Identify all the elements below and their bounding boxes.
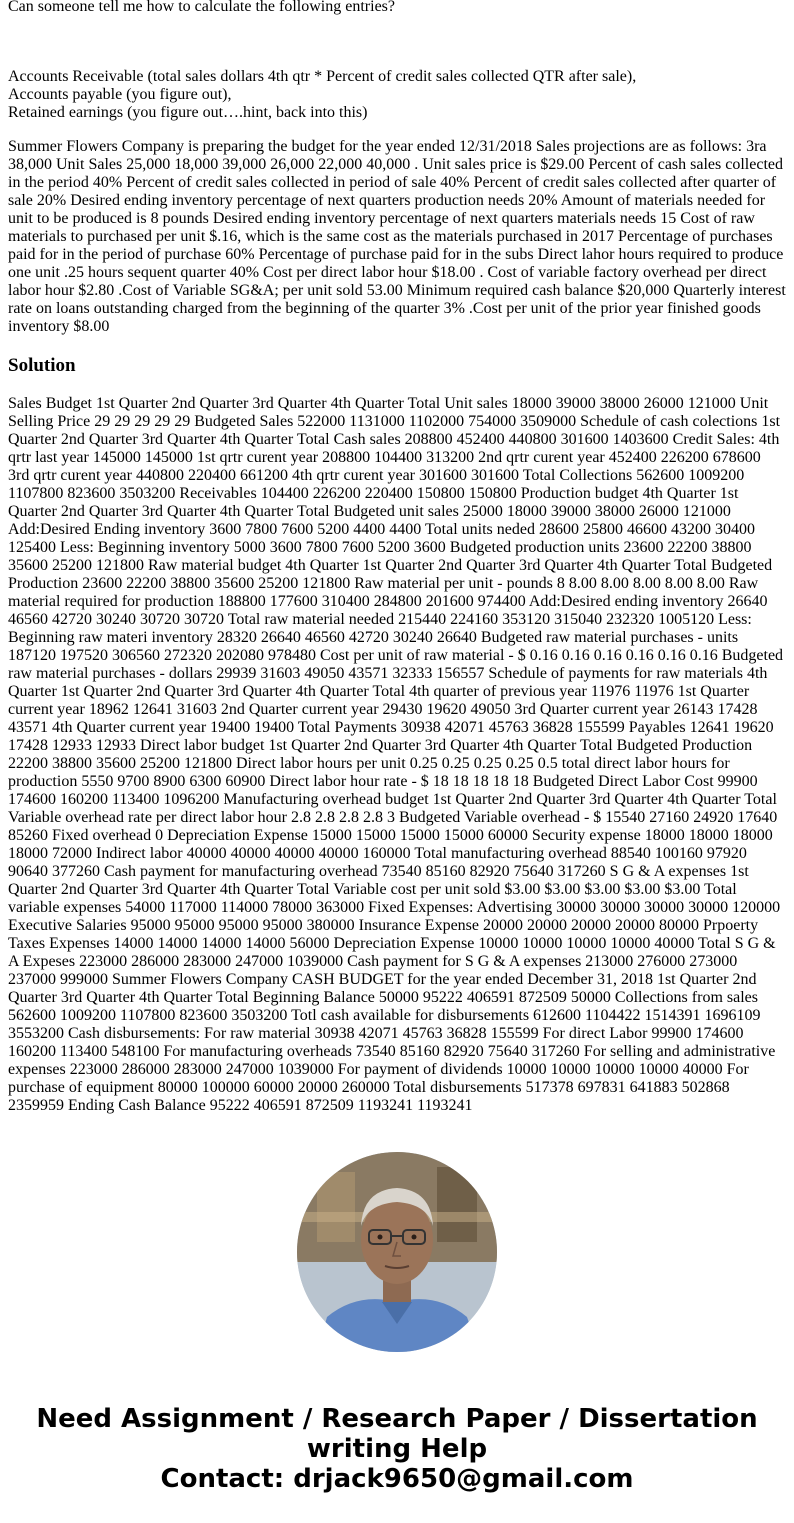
promo-contact: Contact: drjack9650@gmail.com bbox=[160, 1464, 634, 1494]
promo-banner bbox=[0, 1404, 794, 1494]
solution-heading: Solution bbox=[8, 355, 76, 376]
avatar bbox=[297, 1152, 497, 1352]
avatar-photo bbox=[297, 1152, 497, 1352]
problem-statement: Summer Flowers Company is preparing the budget for the year ended 12/31/2018 Sales projections are as follows: 3ra 38,000 Unit Sales 25,000 18,000 39,000 26,000 22,000 40,000 . Unit sales price is $29.00 Percent of cash sales collected in the period 40% Percent of credit sales collected in period of sale 40% Percent of credit sales collected after quarter of sale 20% Desired ending inventory percentage of next quarters production needs 20% Amount of materials needed for unit to be produced is 8 pounds Desired ending inventory percentage of next quarters materials needs 15 Cost of raw materials to purchased per unit $.16, which is the same cost as the materials purchased in 2017 Percentage of purchases paid for in the period of purchase 60% Percentage of purchase paid for in the subs Direct lahor hours required to produce one unit .25 hours sequent quarter 40% Cost per direct labor hour $18.00 . Cost of variable factory overhead per direct labor hour $2.80 .Cost of Variable SG&A; per unit sold 53.00 Minimum required cash balance $20,000 Quarterly interest rate on loans outstanding charged from the beginning of the quarter 3% .Cost per unit of the prior year finished goods inventory $8.00 bbox=[8, 138, 786, 335]
solution-body: Sales Budget 1st Quarter 2nd Quarter 3rd Quarter 4th Quarter Total Unit sales 18000 39000 38000 26000 121000 Unit Selling Price 29 29 29 29 29 Budgeted Sales 522000 1131000 1102000 754000 3509000 Schedule of cash colections 1st Quarter 2nd Quarter 3rd Quarter 4th Quarter Total Cash sales 208800 452400 440800 301600 1403600 Credit Sales: 4th qrtr last year 145000 145000 1st qrtr curent year 208800 104400 313200 2nd qrtr curent year 452400 226200 678600 3rd qrtr curent year 440800 220400 661200 4th qrtr curent year 301600 301600 Total Collections 562600 1009200 1107800 823600 3503200 Receivables 104400 226200 220400 150800 150800 Production budget 4th Quarter 1st Quarter 2nd Quarter 3rd Quarter 4th Quarter Total Budgeted unit sales 25000 18000 39000 38000 26000 121000 Add:Desired Ending inventory 3600 7800 7600 5200 4400 4400 Total units neded 28600 25800 46600 43200 30400 125400 Less: Beginning inventory 5000 3600 7800 7600 5200 3600 Budgeted production units 23600 22200 38800 35600 25200 121800 Raw material budget 4th Quarter 1st Quarter 2nd Quarter 3rd Quarter 4th Quarter Total Budgeted Production 23600 22200 38800 35600 25200 121800 Raw material per unit - pounds 8 8.00 8.00 8.00 8.00 8.00 Raw material required for production 188800 177600 310400 284800 201600 974400 Add:Desired ending inventory 26640 46560 42720 30240 30720 30720 Total raw material needed 215440 224160 353120 315040 232320 1005120 Less: Beginning raw materi inventory 28320 26640 46560 42720 30240 26640 Budgeted raw material purchases - units 187120 197520 306560 272320 202080 978480 Cost per unit of raw material - $ 0.16 0.16 0.16 0.16 0.16 0.16 Budgeted raw material purchases - dollars 29939 31603 49050 43571 32333 156557 Schedule of payments for raw materials 4th Quarter 1st Quarter 2nd Quarter 3rd Quarter 4th Quarter Total 4th quarter of previous year 11976 11976 1st Quarter current year 18962 12641 31603 2nd Quarter current year 29430 19620 49050 3rd Quarter current year 26143 17428 43571 4th Quarter current year 19400 19400 Total Payments 30938 42071 45763 36828 155599 Payables 12641 19620 17428 12933 12933 Direct labor budget 1st Quarter 2nd Quarter 3rd Quarter 4th Quarter Total Budgeted Production 22200 38800 35600 25200 121800 Direct labor hours per unit 0.25 0.25 0.25 0.25 0.5 total direct labor hours for production 5550 9700 8900 6300 60900 Direct labor hour rate - $ 18 18 18 18 18 Budgeted Direct Labor Cost 99900 174600 160200 113400 1096200 Manufacturing overhead budget 1st Quarter 2nd Quarter 3rd Quarter 4th Quarter Total Variable overhead rate per direct labor hour 2.8 2.8 2.8 2.8 3 Budgeted Variable overhead - $ 15540 27160 24920 17640 85260 Fixed overhead 0 Depreciation Expense 15000 15000 15000 15000 60000 Security expense 18000 18000 18000 18000 72000 Indirect labor 40000 40000 40000 40000 160000 Total manufacturing overhead 88540 100160 97920 90640 377260 Cash payment for manufacturing overhead 73540 85160 82920 75640 317260 S G & A expenses 1st Quarter 2nd Quarter 3rd Quarter 4th Quarter Total Variable cost per unit sold $3.00 $3.00 $3.00 $3.00 $3.00 Total variable expenses 54000 117000 114000 78000 363000 Fixed Expenses: Advertising 30000 30000 30000 30000 120000 Executive Salaries 95000 95000 95000 95000 380000 Insurance Expense 20000 20000 20000 20000 80000 Prpoerty Taxes Expenses 14000 14000 14000 14000 56000 Depreciation Expense 10000 10000 10000 10000 40000 Total S G & A Expeses 223000 286000 283000 247000 1039000 Cash payment for S G & A expenses 213000 276000 273000 237000 999000 Summer Flowers Company CASH BUDGET for the year ended December 31, 2018 1st Quarter 2nd Quarter 3rd Quarter 4th Quarter Total Beginning Balance 50000 95222 406591 872509 50000 Collections from sales 562600 1009200 1107800 823600 3503200 Totl cash available for disbursements 612600 1104422 1514391 1696109 3553200 Cash disbursements: For raw material 30938 42071 45763 36828 155599 For direct Labor 99900 174600 160200 113400 548100 For manufacturing overheads 73540 85160 82920 75640 317260 For selling and administrative expenses 223000 286000 283000 247000 1039000 For payment of dividends 10000 10000 10000 10000 40000 For purchase of equipment 80000 100000 60000 20000 260000 Total disbursements 517378 697831 641883 502868 2359959 Ending Cash Balance 95222 406591 872509 1193241 1193241 bbox=[8, 395, 784, 1114]
question-title: Can someone tell me how to calculate the following entries? bbox=[8, 0, 395, 15]
promo-line-2: writing Help bbox=[306, 1434, 488, 1464]
question-entries: Accounts Receivable (total sales dollars 4th qtr * Percent of credit sales collected QTR after sale), Accounts payable (you figure out), Retained earnings (you figure out….hint, back into this) bbox=[8, 68, 637, 121]
promo-line-1: Need Assignment / Research Paper / Dissertation bbox=[36, 1404, 758, 1434]
